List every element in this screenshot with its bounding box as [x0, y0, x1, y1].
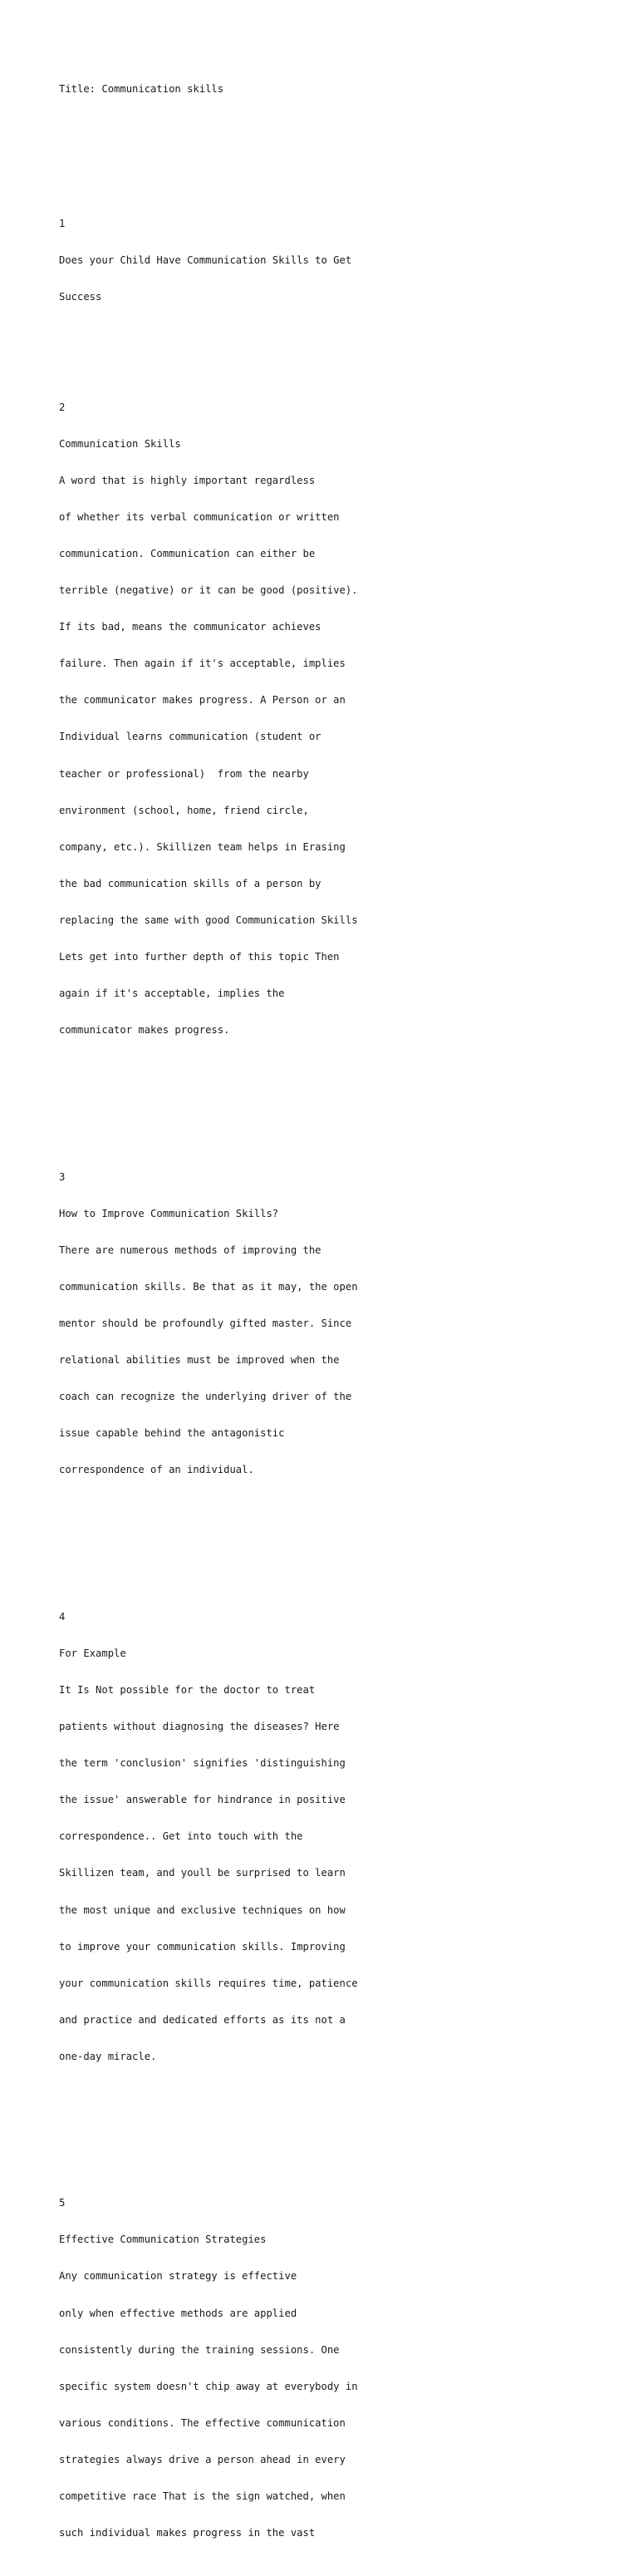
section-1: [59, 194, 607, 328]
section-number: 1: [59, 218, 66, 230]
text-line: terrible (negative) or it can be good (positive).: [59, 584, 358, 597]
document-page: [59, 59, 607, 2576]
text-line: again if it's acceptable, implies the: [59, 988, 285, 1000]
document-title: Title: Communication skills: [59, 83, 224, 96]
section-3: [59, 1146, 607, 1500]
text-line: environment (school, home, friend circle,: [59, 804, 309, 816]
section-5: [59, 2173, 607, 2564]
text-line: specific system doesn't chip away at everybody in: [59, 2380, 358, 2392]
text-line: If its bad, means the communicator achieves: [59, 621, 321, 633]
text-line: various conditions. The effective communication: [59, 2416, 346, 2429]
text-line: Lets get into further depth of this topic Then: [59, 951, 340, 963]
text-line: to improve your communication skills. Improving: [59, 1940, 346, 1953]
text-line: competitive race That is the sign watched, when: [59, 2490, 346, 2503]
text-line: one-day miracle.: [59, 2050, 157, 2062]
text-line: There are numerous methods of improving the: [59, 1244, 321, 1256]
text-line: issue capable behind the antagonistic: [59, 1427, 285, 1440]
text-line: relational abilities must be improved when the: [59, 1354, 340, 1367]
text-line: the issue' answerable for hindrance in positive: [59, 1794, 346, 1806]
section-number: 5: [59, 2197, 66, 2209]
text-line: the communicator makes progress. A Person or an: [59, 694, 346, 707]
text-line: communication. Communication can either be: [59, 547, 316, 559]
text-line: Success: [59, 291, 102, 303]
text-line: such individual makes progress in the vast: [59, 2527, 316, 2539]
text-line: Any communication strategy is effective: [59, 2270, 297, 2283]
text-line: A word that is highly important regardless: [59, 474, 316, 486]
text-line: your communication skills requires time, patience: [59, 1977, 358, 1989]
section-number: 3: [59, 1170, 66, 1183]
text-line: consistently during the training sessions. One: [59, 2343, 340, 2356]
text-line: mentor should be profoundly gifted master. Since: [59, 1317, 352, 1329]
spacer: [59, 2111, 607, 2124]
text-line: Individual learns communication (student or: [59, 731, 321, 743]
section-heading: For Example: [59, 1647, 126, 1659]
text-line: the term 'conclusion' signifies 'distinguishing: [59, 1757, 346, 1770]
text-line: the bad communication skills of a person by: [59, 877, 321, 889]
text-line: failure. Then again if it's acceptable, implies: [59, 658, 346, 670]
text-line: patients without diagnosing the diseases? Here: [59, 1721, 340, 1733]
section-heading: Effective Communication Strategies: [59, 2234, 267, 2246]
text-line: strategies always drive a person ahead in every: [59, 2453, 346, 2465]
section-4: [59, 1586, 607, 2087]
text-line: correspondence.. Get into touch with the: [59, 1830, 303, 1843]
text-line: coach can recognize the underlying driver of the: [59, 1391, 352, 1403]
section-number: 4: [59, 1610, 66, 1623]
text-line: company, etc.). Skillizen team helps in Erasing: [59, 840, 346, 853]
text-line: the most unique and exclusive techniques on how: [59, 1904, 346, 1916]
section-2: [59, 377, 607, 1061]
text-line: Does your Child Have Communication Skills to Get: [59, 254, 352, 267]
text-line: Skillizen team, and youll be surprised to learn: [59, 1867, 346, 1879]
spacer: [59, 1525, 607, 1538]
text-line: communicator makes progress.: [59, 1024, 230, 1037]
section-heading: How to Improve Communication Skills?: [59, 1207, 279, 1219]
text-line: of whether its verbal communication or written: [59, 510, 340, 523]
section-heading: Communication Skills: [59, 437, 181, 450]
spacer: [59, 121, 607, 145]
text-line: correspondence of an individual.: [59, 1464, 254, 1476]
spacer: [59, 1086, 607, 1098]
text-line: teacher or professional) from the nearby: [59, 767, 309, 780]
text-line: communication skills. Be that as it may, the open: [59, 1280, 358, 1293]
text-line: It Is Not possible for the doctor to treat: [59, 1683, 316, 1696]
text-line: replacing the same with good Communication Skills: [59, 914, 358, 926]
text-line: and practice and dedicated efforts as its not a: [59, 2013, 346, 2026]
text-line: only when effective methods are applied: [59, 2307, 297, 2319]
section-number: 2: [59, 401, 66, 413]
